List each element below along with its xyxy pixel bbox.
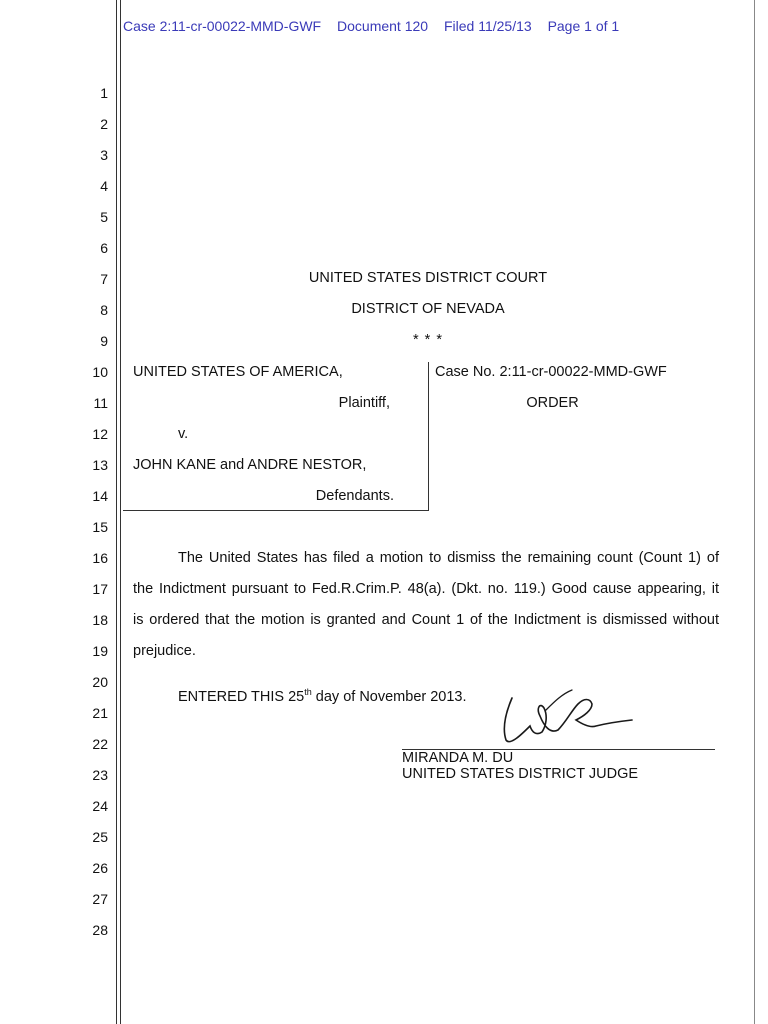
line-number: 16	[92, 550, 108, 566]
line-number: 19	[92, 643, 108, 659]
line-number: 23	[92, 767, 108, 783]
line-number: 6	[100, 240, 108, 256]
defendant-role: Defendants.	[315, 488, 394, 504]
line-number: 28	[92, 922, 108, 938]
line-number: 27	[92, 891, 108, 907]
entered-prefix: ENTERED THIS 25	[178, 689, 305, 705]
judge-name: MIRANDA M. DU	[402, 750, 514, 766]
judge-title: UNITED STATES DISTRICT JUDGE	[402, 766, 639, 782]
line-number: 14	[92, 488, 108, 504]
line-number: 7	[100, 271, 108, 287]
filing-header	[123, 18, 631, 34]
order-line: The United States has filed a motion to dismiss the remaining count (Count 1) of	[178, 550, 719, 566]
line-number: 17	[92, 581, 108, 597]
header-page-count: Page 1 of 1	[547, 18, 620, 34]
line-number: 10	[92, 364, 108, 380]
line-number: 24	[92, 798, 108, 814]
right-margin-rule	[754, 0, 755, 1024]
defendant-names: JOHN KANE and ANDRE NESTOR,	[133, 457, 367, 473]
line-number: 12	[92, 426, 108, 442]
line-number: 13	[92, 457, 108, 473]
line-number: 21	[92, 705, 108, 721]
case-number: Case No. 2:11-cr-00022-MMD-GWF	[435, 364, 667, 380]
entered-ordinal: th	[304, 687, 312, 698]
line-number: 3	[100, 147, 108, 163]
versus-label: v.	[178, 426, 189, 442]
line-number: 18	[92, 612, 108, 628]
margin-rule-outer	[116, 0, 117, 1024]
court-separator: * * *	[413, 332, 443, 348]
order-line: prejudice.	[133, 643, 196, 659]
entered-suffix: day of November 2013.	[311, 689, 467, 705]
header-case-number: Case 2:11-cr-00022-MMD-GWF	[123, 18, 322, 34]
plaintiff-name: UNITED STATES OF AMERICA,	[133, 364, 343, 380]
line-number: 26	[92, 860, 108, 876]
line-number: 1	[100, 85, 108, 101]
entered-date	[178, 689, 467, 705]
caption-divider	[428, 362, 429, 510]
court-name: UNITED STATES DISTRICT COURT	[308, 270, 548, 286]
line-number: 9	[100, 333, 108, 349]
line-number: 22	[92, 736, 108, 752]
line-number: 25	[92, 829, 108, 845]
caption-underline	[123, 510, 429, 511]
margin-rule-inner	[120, 0, 121, 1024]
line-number: 4	[100, 178, 108, 194]
order-line: is ordered that the motion is granted and Count 1 of the Indictment is dismissed without	[133, 612, 719, 628]
line-number: 8	[100, 302, 108, 318]
line-number: 15	[92, 519, 108, 535]
judge-signature	[492, 686, 642, 752]
line-number: 5	[100, 209, 108, 225]
court-district: DISTRICT OF NEVADA	[351, 301, 505, 317]
header-filed-date: Filed 11/25/13	[443, 18, 532, 34]
plaintiff-role: Plaintiff,	[338, 395, 390, 411]
order-line: the Indictment pursuant to Fed.R.Crim.P. 48(a). (Dkt. no. 119.) Good cause appearing, it	[133, 581, 719, 597]
line-number: 20	[92, 674, 108, 690]
document-type: ORDER	[526, 395, 579, 411]
line-number: 11	[93, 395, 108, 411]
header-document-number: Document 120	[337, 18, 429, 34]
line-number: 2	[100, 116, 108, 132]
